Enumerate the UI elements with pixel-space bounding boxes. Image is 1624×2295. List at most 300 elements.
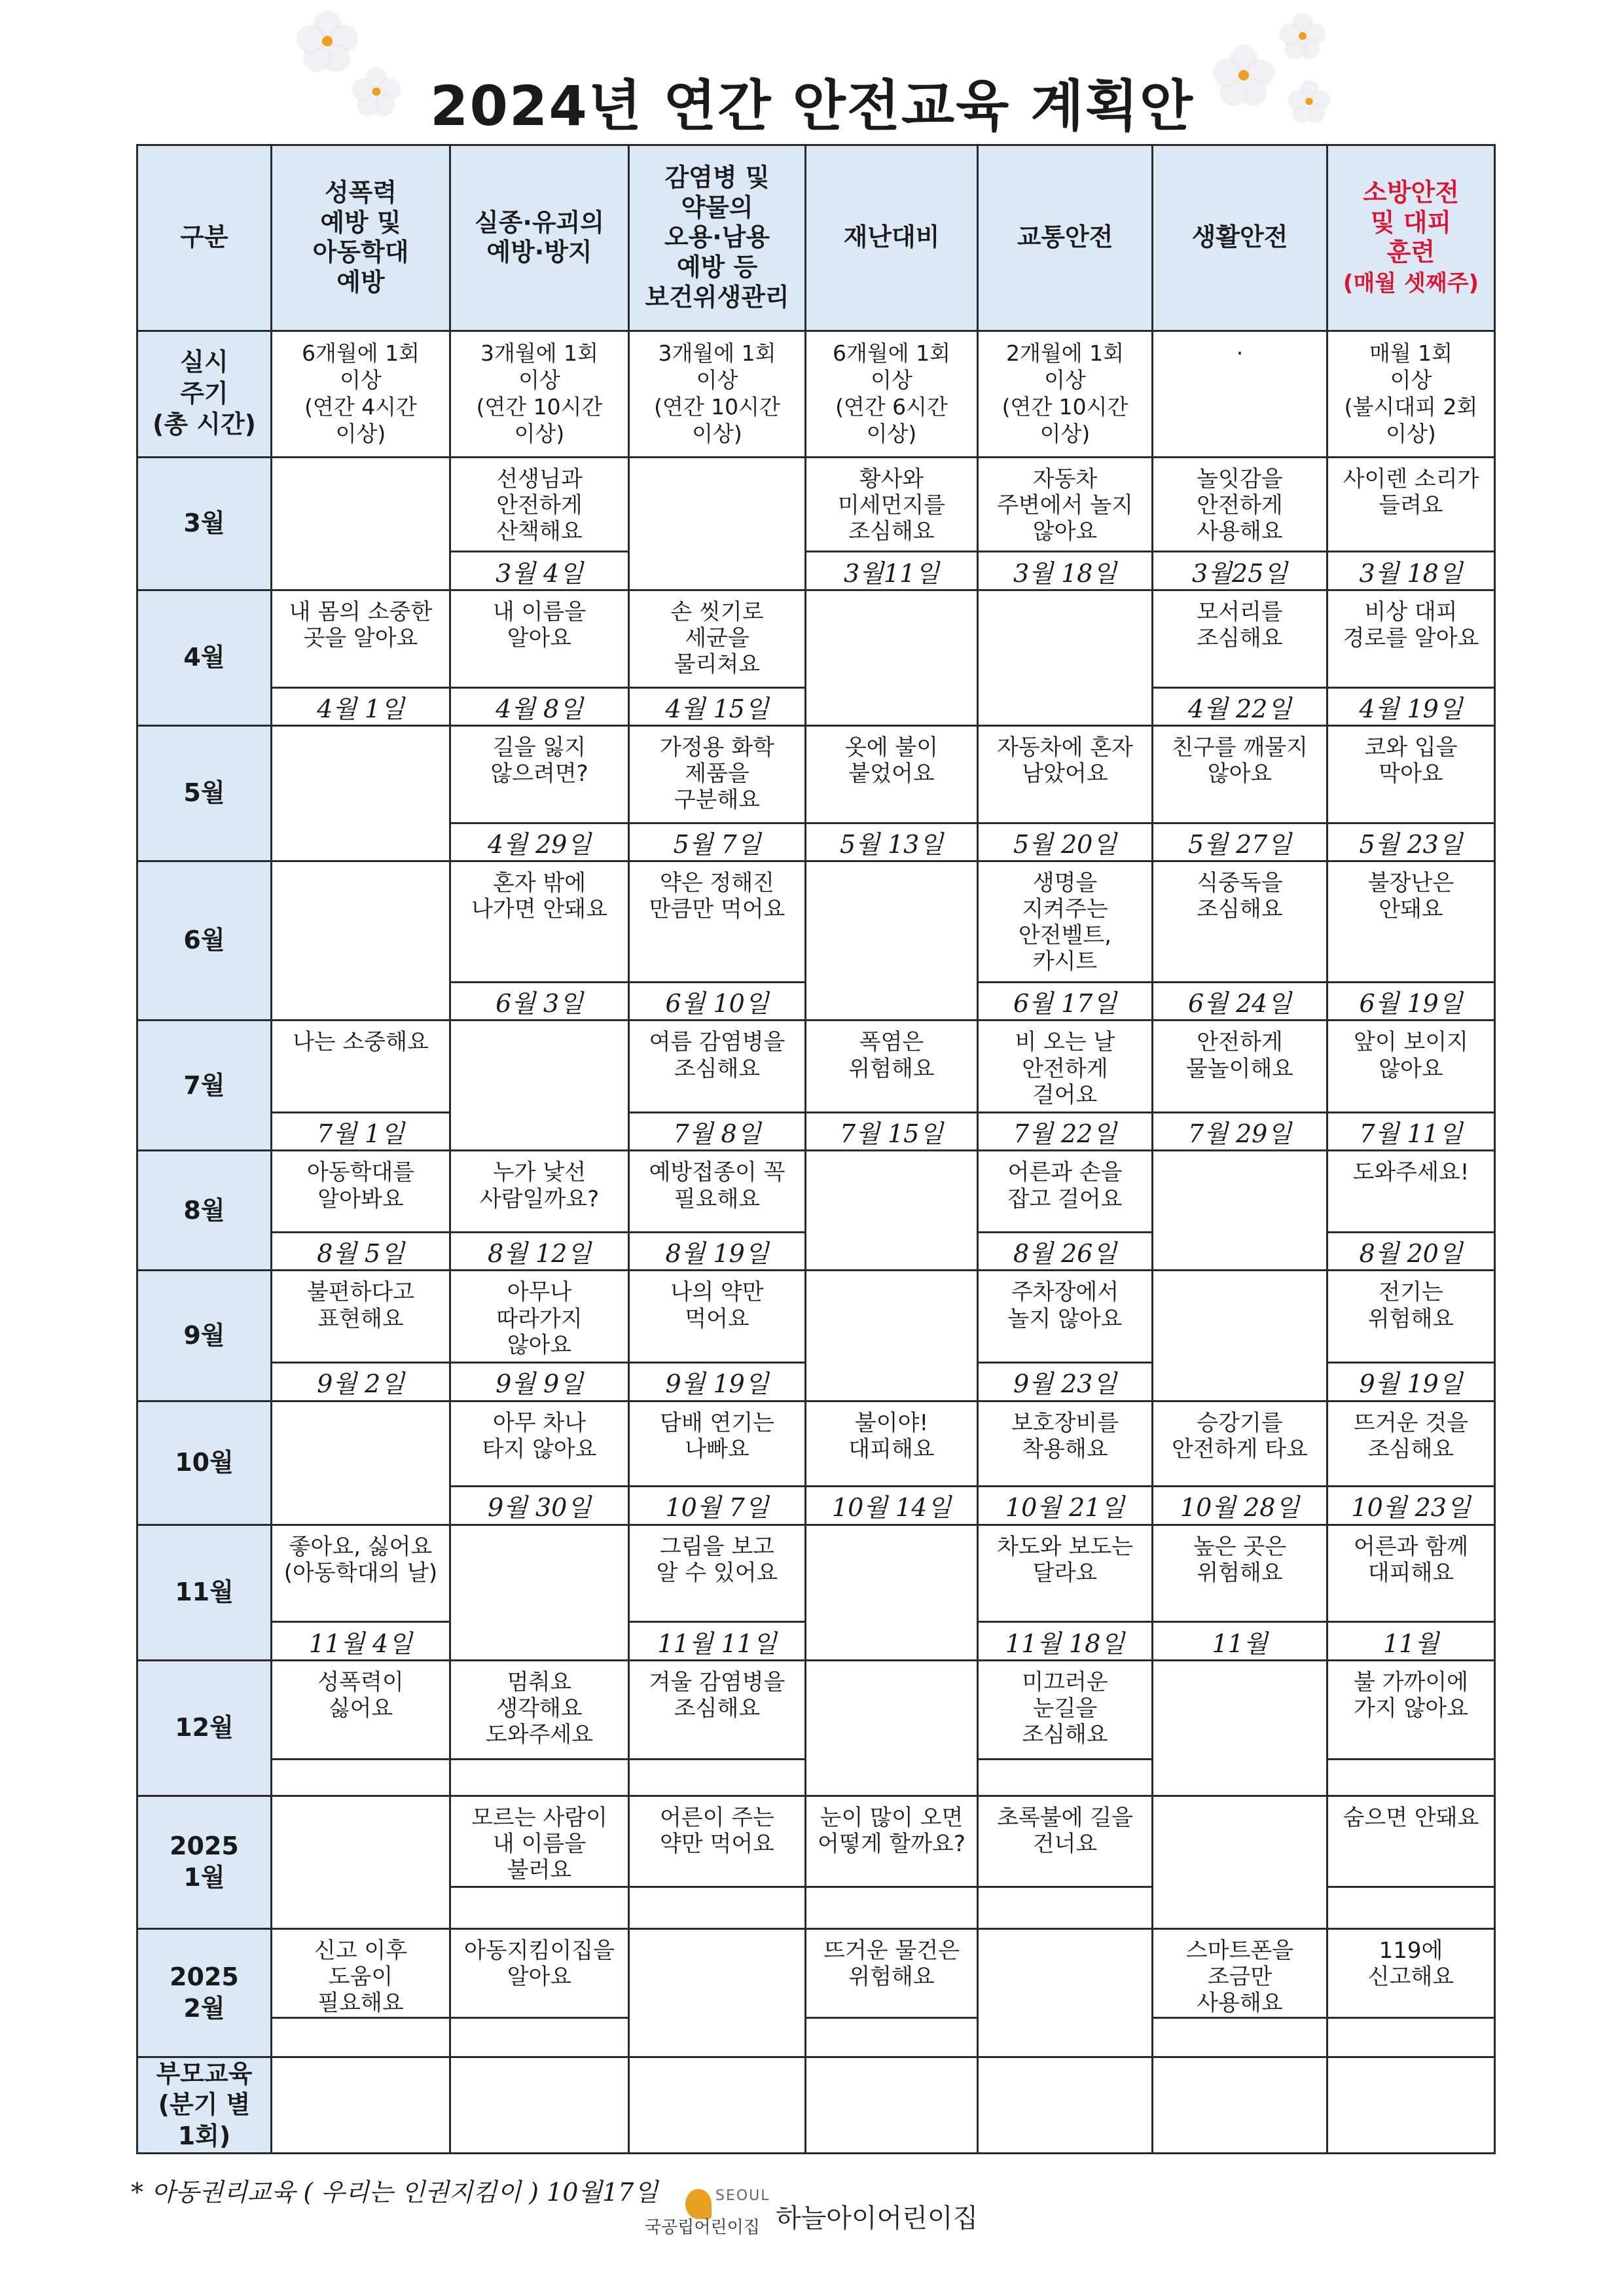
lesson-topic: 안전하게 물놀이해요	[1185, 1029, 1294, 1082]
lesson-date-cell	[450, 552, 629, 590]
month-label: 4월	[137, 590, 272, 725]
lesson-topic: 스마트폰을 조금만 사용해요	[1185, 1938, 1294, 2017]
lesson-cell	[629, 1021, 806, 1113]
lesson-cell	[1327, 1929, 1495, 2018]
lesson-topic: 모르는 사람이 내 이름을 불러요	[471, 1804, 607, 1884]
lesson-date: 11월	[1382, 1629, 1439, 1658]
lesson-cell	[806, 1796, 978, 1887]
lesson-cell	[450, 725, 629, 823]
lesson-cell	[1153, 457, 1327, 552]
lesson-cell	[450, 861, 629, 983]
lesson-cell	[450, 590, 629, 687]
lesson-topic: 여름 감염병을 조심해요	[649, 1029, 785, 1082]
month-label: 12월	[137, 1660, 272, 1796]
lesson-date-cell	[978, 1363, 1153, 1401]
lesson-cell	[978, 1271, 1153, 1363]
lesson-topic: 옷에 불이 붙었어요	[844, 734, 939, 787]
lesson-topic: 성폭력이 싫어요	[317, 1669, 404, 1722]
lesson-cell	[450, 1929, 629, 2018]
lesson-date-cell	[629, 1363, 806, 1401]
lesson-cell	[978, 1525, 1153, 1622]
month-date-row	[137, 2018, 1495, 2057]
month-topic-row	[137, 590, 1495, 687]
lesson-date-cell	[629, 983, 806, 1021]
column-header	[1327, 145, 1495, 331]
month-label: 2025 1월	[137, 1796, 272, 1928]
lesson-date: 4월 8일	[496, 694, 583, 723]
lesson-date: 11월 11일	[657, 1629, 777, 1658]
lesson-cell	[1153, 1401, 1327, 1487]
lesson-date-cell	[1153, 1487, 1327, 1525]
lesson-date-cell	[1327, 823, 1495, 861]
lesson-topic: 손 씻기로 세균을 물리쳐요	[670, 598, 764, 678]
column-header-label: 실종·유괴의 예방·방지	[475, 208, 604, 267]
logo-seoul-text: SEOUL	[715, 2188, 770, 2204]
lesson-date-cell	[1153, 1113, 1327, 1151]
empty-cell	[450, 2057, 629, 2154]
lesson-topic: 숨으면 안돼요	[1343, 1804, 1479, 1831]
column-header-label: 감염병 및 약물의 오용·남용 예방 등 보건위생관리	[645, 163, 789, 312]
lesson-cell	[1153, 590, 1327, 687]
empty-cell	[1153, 1271, 1327, 1401]
lesson-topic: 나는 소중해요	[293, 1029, 429, 1056]
lesson-date-cell	[1327, 983, 1495, 1021]
lesson-cell	[1327, 590, 1495, 687]
lesson-cell	[1327, 1401, 1495, 1487]
month-label: 9월	[137, 1271, 272, 1401]
daycare-name: 하늘아이어린이집	[776, 2203, 979, 2233]
month-label: 5월	[137, 725, 272, 861]
lesson-topic: 내 이름을 알아요	[492, 598, 586, 651]
lesson-cell	[978, 861, 1153, 983]
lesson-date-cell	[1153, 823, 1327, 861]
lesson-cell	[272, 1929, 450, 2018]
lesson-date-cell	[806, 552, 978, 590]
lesson-date: 4월 29일	[487, 829, 592, 859]
lesson-topic: 아무 차나 타지 않아요	[482, 1409, 597, 1462]
lesson-date-cell	[450, 823, 629, 861]
lesson-cell	[806, 725, 978, 823]
empty-cell	[272, 1401, 450, 1525]
column-header	[978, 145, 1153, 331]
lesson-date-cell	[629, 1487, 806, 1525]
lesson-topic: 겨울 감염병을 조심해요	[649, 1669, 785, 1722]
lesson-cell	[272, 1660, 450, 1759]
month-topic-row	[137, 457, 1495, 552]
lesson-cell	[272, 590, 450, 687]
column-header	[450, 145, 629, 331]
lesson-topic: 코와 입을 막아요	[1364, 734, 1458, 787]
lesson-topic: 주차장에서 놀지 않아요	[1007, 1279, 1123, 1332]
lesson-cell	[629, 1271, 806, 1363]
lesson-date: 7월 29일	[1187, 1119, 1292, 1149]
lesson-date-cell	[629, 687, 806, 725]
footnote: * 아동권리교육 ( 우리는 인권지킴이 ) 10월17일	[131, 2178, 659, 2207]
lesson-date: 10월 23일	[1351, 1493, 1471, 1523]
lesson-cell	[629, 725, 806, 823]
empty-cell	[272, 725, 450, 861]
lesson-date: 9월 19일	[1359, 1369, 1463, 1399]
lesson-date: 10월 28일	[1180, 1493, 1300, 1523]
lesson-topic: 놀잇감을 안전하게 사용해요	[1197, 465, 1283, 545]
lesson-cell	[450, 1796, 629, 1887]
empty-cell	[272, 2057, 450, 2154]
lesson-topic: 멈춰요 생각해요 도와주세요	[485, 1669, 594, 1748]
lesson-cell	[978, 1796, 1153, 1887]
corner-header: 구분	[137, 145, 272, 331]
lesson-date: 6월 24일	[1187, 989, 1292, 1019]
lesson-date: 9월 9일	[496, 1369, 583, 1399]
lesson-topic: 신고 이후 도움이 필요해요	[314, 1938, 408, 2017]
lesson-date-cell	[272, 1759, 450, 1796]
lesson-date: 3월11일	[844, 558, 939, 588]
column-header-label: 생활안전	[1191, 223, 1288, 252]
lesson-date: 4월 22일	[1187, 694, 1292, 723]
empty-cell	[629, 457, 806, 590]
month-topic-row	[137, 1151, 1495, 1233]
lesson-date: 4월 19일	[1359, 694, 1463, 723]
lesson-topic: 가정용 화학 제품을 구분해요	[659, 734, 775, 814]
logo-subtitle: 국공립어린이집	[645, 2218, 760, 2237]
lesson-date-cell	[629, 1759, 806, 1796]
empty-cell	[806, 1271, 978, 1401]
lesson-topic: 어른과 손을 잡고 걸어요	[1007, 1159, 1123, 1212]
column-header-label: 재난대비	[843, 223, 940, 252]
lesson-cell	[1153, 861, 1327, 983]
empty-cell	[272, 457, 450, 590]
lesson-cell	[1327, 1151, 1495, 1233]
lesson-date-cell	[1327, 1363, 1495, 1401]
lesson-topic: 전기는 위험해요	[1367, 1279, 1454, 1332]
lesson-date-cell	[806, 2018, 978, 2057]
lesson-topic: 불편하다고 표현해요	[306, 1279, 415, 1332]
lesson-cell	[978, 1401, 1153, 1487]
month-topic-row	[137, 1929, 1495, 2018]
lesson-cell	[629, 1525, 806, 1622]
month-label: 7월	[137, 1021, 272, 1151]
lesson-date-cell	[272, 1363, 450, 1401]
lesson-topic: 황사와 미세먼지를 조심해요	[837, 465, 946, 545]
lesson-cell	[450, 457, 629, 552]
lesson-topic: 모서리를 조심해요	[1197, 598, 1283, 651]
lesson-cell	[450, 1271, 629, 1363]
lesson-topic: 승강기를 안전하게 타요	[1172, 1409, 1308, 1462]
lesson-topic: 초록불에 길을 건너요	[997, 1804, 1133, 1858]
lesson-date-cell	[629, 1233, 806, 1271]
lesson-date-cell	[272, 1113, 450, 1151]
lesson-cell	[1327, 1021, 1495, 1113]
lesson-date-cell	[1327, 1113, 1495, 1151]
period-value: 매월 1회 이상 (불시대피 2회 이상)	[1327, 331, 1495, 457]
lesson-cell	[1153, 1929, 1327, 2018]
lesson-date: 4월 1일	[317, 694, 405, 723]
lesson-topic: 폭염은 위험해요	[848, 1029, 935, 1082]
lesson-date: 9월 2일	[317, 1369, 405, 1399]
empty-cell	[978, 2057, 1153, 2154]
lesson-topic: 비상 대피 경로를 알아요	[1343, 598, 1479, 651]
lesson-topic: 생명을 지켜주는 안전벨트, 카시트	[1018, 870, 1112, 975]
lesson-cell	[978, 1021, 1153, 1113]
lesson-topic: 아무나 따라가지 않아요	[496, 1279, 583, 1358]
column-header	[806, 145, 978, 331]
empty-cell	[629, 1929, 806, 2057]
lesson-date-cell	[1327, 1622, 1495, 1660]
lesson-date-cell	[629, 1622, 806, 1660]
lesson-date-cell	[450, 2018, 629, 2057]
safety-plan-table	[136, 144, 1496, 2154]
lesson-topic: 좋아요, 싫어요 (아동학대의 날)	[283, 1533, 438, 1586]
parent-education-row	[137, 2057, 1495, 2154]
lesson-cell	[1327, 725, 1495, 823]
lesson-date: 8월 12일	[487, 1239, 592, 1269]
column-header-label: 소방안전 및 대피 훈련	[1363, 178, 1459, 267]
lesson-topic: 자동차 주변에서 놀지 않아요	[997, 465, 1133, 545]
month-topic-row	[137, 1525, 1495, 1622]
empty-cell	[1153, 1796, 1327, 1928]
lesson-date: 5월 13일	[839, 829, 944, 859]
lesson-date-cell	[450, 1759, 629, 1796]
column-header	[1153, 145, 1327, 331]
column-header-label: 교통안전	[1017, 223, 1113, 252]
parent-education-label: 부모교육 (분기 별 1회)	[137, 2057, 272, 2154]
lesson-cell	[978, 457, 1153, 552]
lesson-topic: 뜨거운 것을 조심해요	[1353, 1409, 1469, 1462]
lesson-date: 6월 3일	[496, 989, 583, 1019]
lesson-cell	[272, 1021, 450, 1113]
lesson-date: 5월 27일	[1187, 829, 1292, 859]
lesson-date-cell	[450, 1233, 629, 1271]
period-value: 6개월에 1회 이상 (연간 4시간 이상)	[272, 331, 450, 457]
lesson-date: 7월 1일	[317, 1119, 405, 1149]
lesson-cell	[450, 1660, 629, 1759]
lesson-date-cell	[1327, 1759, 1495, 1796]
lesson-date-cell	[1153, 552, 1327, 590]
lesson-date: 9월 30일	[487, 1493, 592, 1523]
lesson-date-cell	[629, 1113, 806, 1151]
lesson-date-cell	[978, 1233, 1153, 1271]
lesson-date: 11월 4일	[308, 1629, 413, 1658]
lesson-cell	[272, 1525, 450, 1622]
lesson-date-cell	[1327, 1487, 1495, 1525]
empty-cell	[272, 861, 450, 1021]
lesson-date: 3월25일	[1192, 558, 1288, 588]
header-row	[137, 145, 1495, 331]
lesson-date-cell	[806, 1887, 978, 1928]
lesson-date-cell	[450, 687, 629, 725]
lesson-cell	[450, 1151, 629, 1233]
lesson-date-cell	[1327, 687, 1495, 725]
month-label: 8월	[137, 1151, 272, 1271]
lesson-date-cell	[1153, 1622, 1327, 1660]
lesson-topic: 차도와 보도는 달라요	[997, 1533, 1133, 1586]
lesson-cell	[629, 1151, 806, 1233]
lesson-date: 8월 5일	[317, 1239, 405, 1269]
lesson-cell	[450, 1401, 629, 1487]
month-topic-row	[137, 1021, 1495, 1113]
lesson-date: 5월 7일	[673, 829, 761, 859]
lesson-date: 6월 19일	[1359, 989, 1463, 1019]
lesson-cell	[978, 1660, 1153, 1759]
empty-cell	[272, 1796, 450, 1928]
lesson-topic: 길을 잃지 않으려면?	[490, 734, 588, 787]
lesson-cell	[629, 590, 806, 687]
lesson-cell	[978, 1151, 1153, 1233]
empty-cell	[806, 861, 978, 1021]
lesson-date-cell	[1153, 687, 1327, 725]
flower-decoration	[1280, 14, 1325, 58]
lesson-cell	[629, 861, 806, 983]
empty-cell	[806, 1525, 978, 1660]
empty-cell	[806, 1151, 978, 1271]
lesson-date: 7월 15일	[839, 1119, 944, 1149]
lesson-date-cell	[806, 1487, 978, 1525]
month-topic-row	[137, 1271, 1495, 1363]
lesson-topic: 아동지킴이집을 알아요	[464, 1938, 615, 1991]
lesson-topic: 불 가까이에 가지 않아요	[1353, 1669, 1469, 1722]
lesson-cell	[1153, 1021, 1327, 1113]
lesson-topic: 높은 곳은 위험해요	[1193, 1533, 1287, 1586]
period-value: 3개월에 1회 이상 (연간 10시간 이상)	[629, 331, 806, 457]
lesson-date-cell	[806, 823, 978, 861]
lesson-date-cell	[629, 823, 806, 861]
lesson-date-cell	[978, 1887, 1153, 1928]
lesson-date: 5월 23일	[1359, 829, 1463, 859]
period-row	[137, 331, 1495, 457]
lesson-date-cell	[1327, 552, 1495, 590]
lesson-date-cell	[450, 1487, 629, 1525]
lesson-date-cell	[978, 1487, 1153, 1525]
lesson-cell	[629, 1401, 806, 1487]
lesson-date-cell	[450, 1363, 629, 1401]
month-label: 10월	[137, 1401, 272, 1525]
lesson-cell	[629, 1796, 806, 1887]
lesson-cell	[1327, 1796, 1495, 1887]
lesson-date-cell	[978, 983, 1153, 1021]
lesson-topic: 자동차에 혼자 남았어요	[997, 734, 1133, 787]
lesson-topic: 약은 정해진 만큼만 먹어요	[649, 870, 785, 923]
lesson-date: 7월 22일	[1013, 1119, 1117, 1149]
lesson-cell	[1327, 861, 1495, 983]
lesson-cell	[806, 457, 978, 552]
lesson-topic: 어른이 주는 약만 먹어요	[659, 1804, 775, 1858]
fire-drill-note: (매월 셋째주)	[1343, 270, 1479, 297]
lesson-date-cell	[272, 687, 450, 725]
lesson-cell	[629, 1660, 806, 1759]
lesson-cell	[806, 1401, 978, 1487]
lesson-date: 6월 10일	[665, 989, 769, 1019]
period-label: 실시 주기 (총 시간)	[137, 331, 272, 457]
lesson-topic: 누가 낯선 사람일까요?	[479, 1159, 600, 1212]
month-topic-row	[137, 861, 1495, 983]
lesson-date-cell	[1327, 1887, 1495, 1928]
daycare-logo	[645, 2188, 985, 2237]
lesson-date-cell	[450, 1887, 629, 1928]
month-topic-row	[137, 1796, 1495, 1887]
lesson-date: 4월 15일	[665, 694, 769, 723]
period-value: 3개월에 1회 이상 (연간 10시간 이상)	[450, 331, 629, 457]
lesson-topic: 아동학대를 알아봐요	[306, 1159, 415, 1212]
lesson-date-cell	[450, 983, 629, 1021]
lesson-date-cell	[1153, 2018, 1327, 2057]
empty-cell	[1153, 1660, 1327, 1796]
empty-cell	[978, 590, 1153, 725]
lesson-topic: 식중독을 조심해요	[1197, 870, 1283, 923]
lesson-topic: 나의 약만 먹어요	[670, 1279, 764, 1332]
month-date-row	[137, 1113, 1495, 1151]
lesson-topic: 미끄러운 눈길을 조심해요	[1022, 1669, 1108, 1748]
lesson-topic: 선생님과 안전하게 산책해요	[496, 465, 583, 545]
lesson-date-cell	[806, 1113, 978, 1151]
month-label: 2025 2월	[137, 1929, 272, 2057]
lesson-date-cell	[272, 2018, 450, 2057]
lesson-date-cell	[978, 1113, 1153, 1151]
lesson-topic: 불장난은 안돼요	[1367, 870, 1454, 923]
lesson-date-cell	[978, 1759, 1153, 1796]
lesson-date: 9월 19일	[665, 1369, 769, 1399]
lesson-date: 8월 26일	[1013, 1239, 1117, 1269]
empty-cell	[1327, 2057, 1495, 2154]
lesson-date: 7월 11일	[1359, 1119, 1463, 1149]
lesson-cell	[806, 1021, 978, 1113]
lesson-topic: 혼자 밖에 나가면 안돼요	[471, 870, 607, 923]
lesson-date: 3월 18일	[1359, 558, 1463, 588]
lesson-cell	[1327, 1660, 1495, 1759]
lesson-date: 10월 7일	[665, 1493, 769, 1523]
lesson-topic: 어른과 함께 대피해요	[1353, 1533, 1469, 1586]
lesson-date: 11월 18일	[1005, 1629, 1125, 1658]
lesson-topic: 보호장비를 착용해요	[1011, 1409, 1119, 1462]
lesson-date-cell	[1327, 2018, 1495, 2057]
lesson-date: 7월 8일	[673, 1119, 761, 1149]
empty-cell	[1153, 1151, 1327, 1271]
column-header	[272, 145, 450, 331]
lesson-topic: 앞이 보이지 않아요	[1353, 1029, 1469, 1082]
lesson-topic: 불이야! 대피해요	[848, 1409, 935, 1462]
lesson-topic: 예방접종이 꼭 필요해요	[649, 1159, 785, 1212]
column-header	[629, 145, 806, 331]
lesson-topic: 사이렌 소리가 들려요	[1343, 465, 1479, 518]
empty-cell	[450, 1525, 629, 1660]
month-topic-row	[137, 725, 1495, 823]
lesson-topic: 담배 연기는 나빠요	[659, 1409, 775, 1462]
lesson-date: 8월 19일	[665, 1239, 769, 1269]
month-label: 11월	[137, 1525, 272, 1660]
month-topic-row	[137, 1660, 1495, 1759]
lesson-topic: 친구를 깨물지 않아요	[1172, 734, 1308, 787]
lesson-cell	[1153, 725, 1327, 823]
lesson-date: 5월 20일	[1013, 829, 1117, 859]
empty-cell	[806, 2057, 978, 2154]
lesson-cell	[272, 1151, 450, 1233]
lesson-topic: 그림을 보고 알 수 있어요	[656, 1533, 778, 1586]
month-label: 3월	[137, 457, 272, 590]
lesson-cell	[1327, 457, 1495, 552]
lesson-cell	[1327, 1271, 1495, 1363]
lesson-date-cell	[272, 1622, 450, 1660]
month-topic-row	[137, 1401, 1495, 1487]
lesson-date-cell	[1153, 983, 1327, 1021]
lesson-date: 9월 23일	[1013, 1369, 1117, 1399]
column-header-label: 성폭력 예방 및 아동학대 예방	[312, 178, 409, 297]
lesson-date-cell	[272, 1233, 450, 1271]
lesson-cell	[978, 725, 1153, 823]
month-label: 6월	[137, 861, 272, 1021]
lesson-date: 8월 20일	[1359, 1239, 1463, 1269]
lesson-topic: 119에 신고해요	[1367, 1938, 1454, 1991]
period-value: ·	[1153, 331, 1327, 457]
lesson-topic: 뜨거운 물건은 위험해요	[823, 1938, 960, 1991]
lesson-topic: 도와주세요!	[1352, 1159, 1470, 1186]
